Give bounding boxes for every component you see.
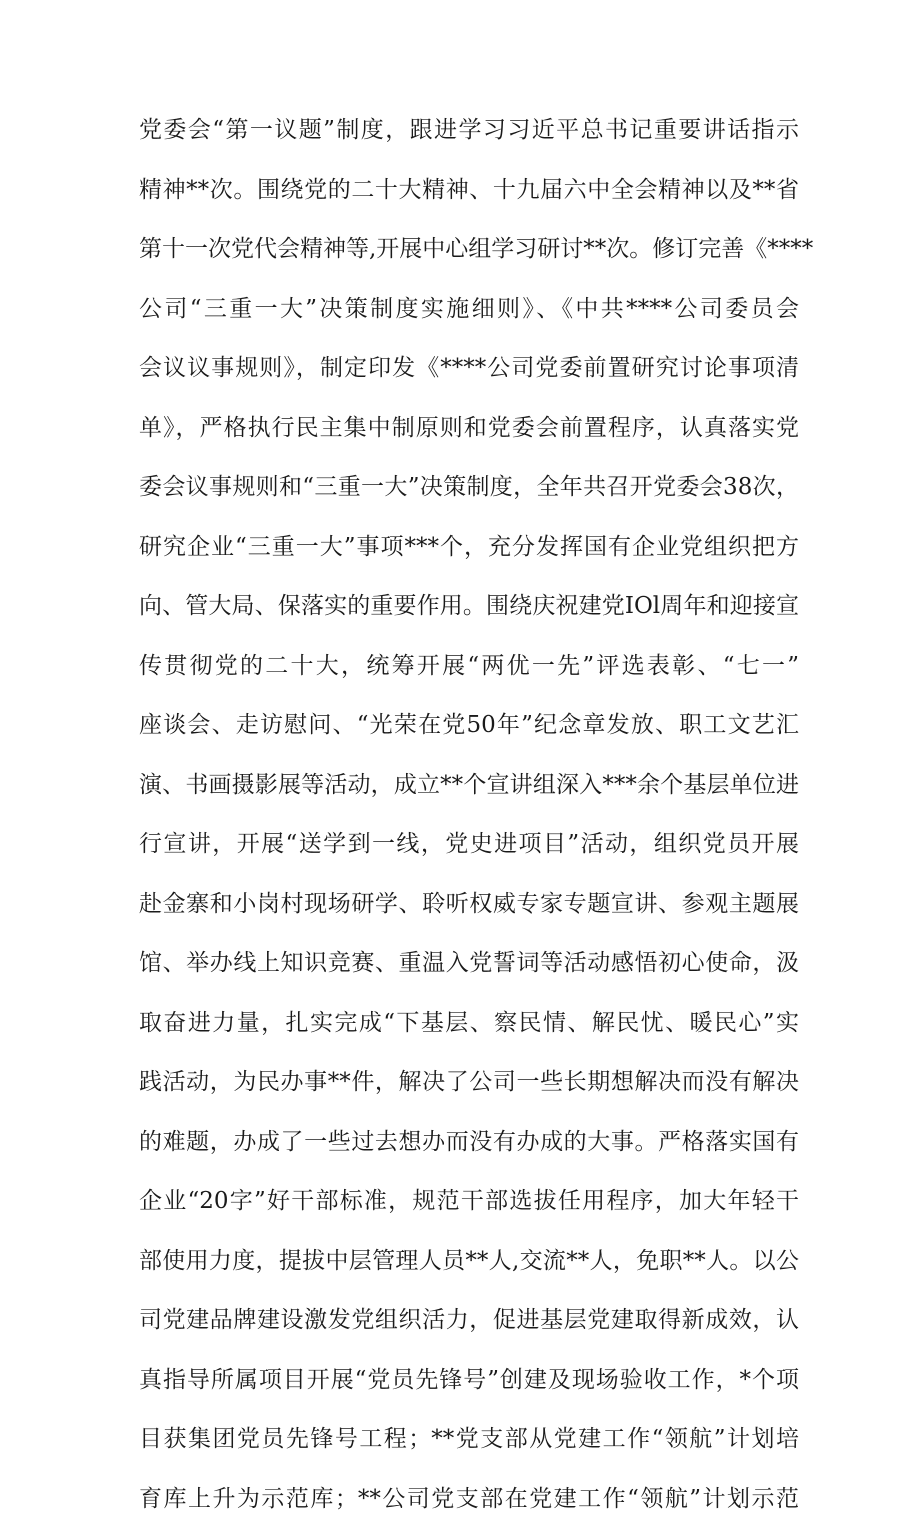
text-line: 会议议事规则》，制定印发《****公司党委前置研究讨论事项清 — [139, 339, 799, 399]
text-line: 向、管大局、保落实的重要作用。围绕庆祝建党IOl周年和迎接宣 — [139, 577, 799, 637]
text-line: 取奋进力量，扎实完成“下基层、察民情、解民忧、暖民心”实 — [139, 994, 799, 1054]
body-paragraph — [139, 101, 799, 1529]
text-line: 司党建品牌建设激发党组织活力，促进基层党建取得新成效，认 — [139, 1291, 799, 1351]
text-line: 传贯彻党的二十大，统筹开展“两优一先”评选表彰、“七一” — [139, 637, 799, 697]
text-line: 委会议事规则和“三重一大”决策制度，全年共召开党委会38次， — [139, 458, 799, 518]
text-line: 部使用力度，提拔中层管理人员**人,交流**人，免职**人。以公 — [139, 1232, 799, 1292]
text-line: 真指导所属项目开展“党员先锋号”创建及现场验收工作，*个项 — [139, 1351, 799, 1411]
text-line: 党委会“第一议题”制度，跟进学习习近平总书记重要讲话指示 — [139, 101, 799, 161]
text-line: 公司“三重一大”决策制度实施细则》、《中共****公司委员会 — [139, 280, 799, 340]
text-line: 研究企业“三重一大”事项***个，充分发挥国有企业党组织把方 — [139, 518, 799, 578]
text-line: 目获集团党员先锋号工程；**党支部从党建工作“领航”计划培 — [139, 1410, 799, 1470]
text-line: 的难题，办成了一些过去想办而没有办成的大事。严格落实国有 — [139, 1113, 799, 1173]
text-line: 践活动，为民办事**件，解决了公司一些长期想解决而没有解决 — [139, 1053, 799, 1113]
text-line: 馆、举办线上知识竞赛、重温入党誓词等活动感悟初心使命，汲 — [139, 934, 799, 994]
text-line: 单》，严格执行民主集中制原则和党委会前置程序，认真落实党 — [139, 399, 799, 459]
text-line: 育库上升为示范库；**公司党支部在党建工作“领航”计划示范 — [139, 1470, 799, 1529]
text-line: 行宣讲，开展“送学到一线，党史进项目”活动，组织党员开展 — [139, 815, 799, 875]
text-line: 企业“20字”好干部标准，规范干部选拔任用程序，加大年轻干 — [139, 1172, 799, 1232]
text-line: 精神**次。围绕党的二十大精神、十九届六中全会精神以及**省 — [139, 161, 799, 221]
text-line: 演、书画摄影展等活动，成立**个宣讲组深入***余个基层单位进 — [139, 756, 799, 816]
text-line: 赴金寨和小岗村现场研学、聆听权威专家专题宣讲、参观主题展 — [139, 875, 799, 935]
text-line: 座谈会、走访慰问、“光荣在党50年”纪念章发放、职工文艺汇 — [139, 696, 799, 756]
text-line: 第十一次党代会精神等,开展中心组学习研讨**次。修订完善《**** — [139, 220, 799, 280]
